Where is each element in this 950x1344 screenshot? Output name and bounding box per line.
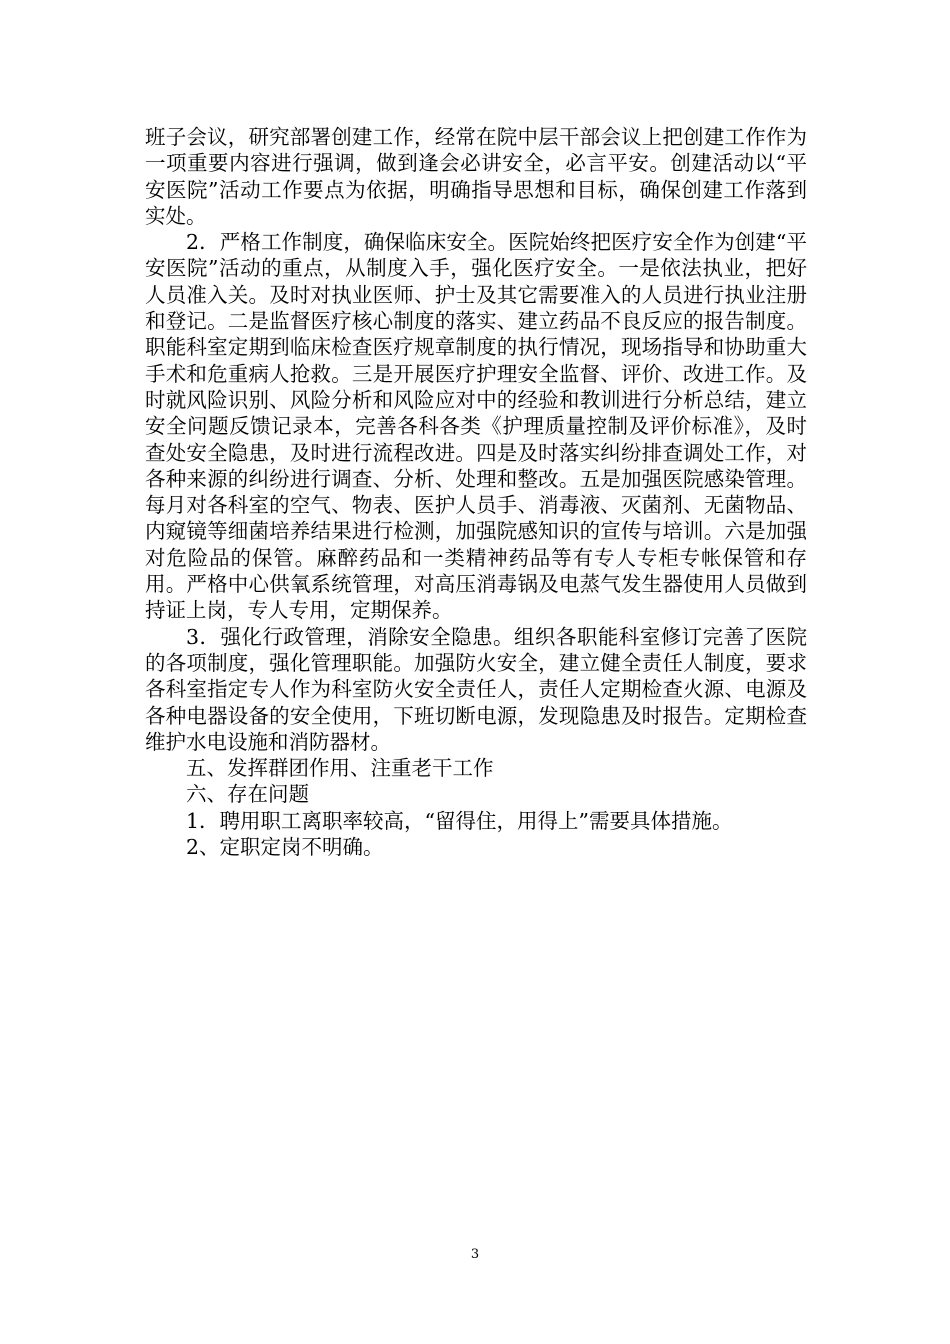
issue-item-2: 2、定职定岗不明确。 xyxy=(186,835,384,860)
section-heading-6: 六、存在问题 xyxy=(186,782,309,807)
paragraph-2: 2．严格工作制度，确保临床安全。医院始终把医疗安全作为创建“平安医院”活动的重点，从制度入手，强化医疗安全。一是依法执业，把好人员准入关。及时对执业医师、护士及其它需要准入的人员进行执业注册和登记。二是监督医疗核心制度的落实、建立药品不良反应的报告制度。职能科室定期到临床检查医疗规章制度的执行情况，现场指导和协助重大手术和危重病人抢救。三是开展医疗护理安全监督、评价、改进工作。及时就风险识别、风险分析和风险应对中的经验和教训进行分析总结，建立安全问题反馈记录本，完善各科各类《护理质量控制及评价标准》，及时查处安全隐患，及时进行流程改进。四是及时落实纠纷排查调处工作，对各种来源的纠纷进行调查、分析、处理和整改。五是加强医院感染管理。每月对各科室的空气、物表、医护人员手、消毒液、灭菌剂、无菌物品、内窥镜等细菌培养结果进行检测，加强院感知识的宣传与培训。六是加强对危险品的保管。麻醉药品和一类精神药品等有专人专柜专帐保管和存用。严格中心供氧系统管理，对高压消毒锅及电蒸气发生器使用人员做到持证上岗，专人专用，定期保养。 xyxy=(145,230,807,623)
paragraph-3: 3．强化行政管理，消除安全隐患。组织各职能科室修订完善了医院的各项制度，强化管理职能。加强防火安全，建立健全责任人制度，要求各科室指定专人作为科室防火安全责任人，责任人定期检查火源、电源及各种电器设备的安全使用，下班切断电源，发现隐患及时报告。定期检查维护水电设施和消防器材。 xyxy=(145,624,807,754)
issue-item-1: 1．聘用职工离职率较高，“留得住，用得上”需要具体措施。 xyxy=(186,808,733,833)
paragraph-1: 班子会议，研究部署创建工作，经常在院中层干部会议上把创建工作作为一项重要内容进行强调，做到逢会必讲安全，必言平安。创建活动以“平安医院”活动工作要点为依据，明确指导思想和目标，确保创建工作落到实处。 xyxy=(145,125,807,228)
document-body xyxy=(145,124,807,860)
section-heading-5: 五、发挥群团作用、注重老干工作 xyxy=(186,756,494,781)
page-number: 3 xyxy=(470,1247,480,1262)
